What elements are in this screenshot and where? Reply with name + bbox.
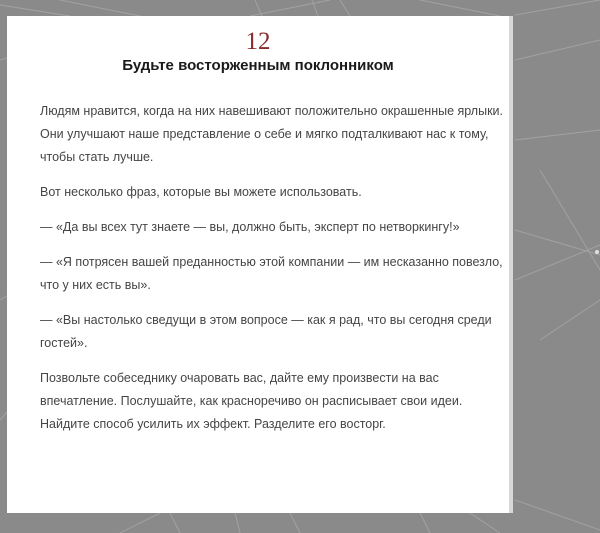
paragraph-conclusion: Позвольте собеседнику очаровать вас, дайте ему произвести на вас впечатление. Послушайте, как красноречиво он расписывает свои идеи. Найдите способ усилить их эффект. Разделите его восторг.: [40, 371, 463, 431]
paragraph-quote-2: — «Я потрясен вашей преданностью этой компании — им несказанно повезло, что у них есть вы».: [40, 255, 503, 292]
chapter-title: Будьте восторженным поклонником: [122, 57, 394, 74]
paragraph-intro: Людям нравится, когда на них навешивают положительно окрашенные ярлыки. Они улучшают наше представление о себе и мягко подталкивают нас к тому, чтобы стать лучше.: [40, 104, 504, 164]
paragraph-quote-3: — «Вы настолько сведущи в этом вопросе — как я рад, что вы сегодня среди гостей».: [40, 313, 492, 350]
chapter-number: 12: [245, 28, 271, 55]
chapter-body: [40, 100, 510, 448]
paragraph-quote-1: — «Да вы всех тут знаете — вы, должно быть, эксперт по нетворкингу!»: [40, 220, 460, 234]
paragraph-phrases-lead: Вот несколько фраз, которые вы можете использовать.: [40, 185, 362, 199]
book-page-card: [7, 16, 513, 513]
